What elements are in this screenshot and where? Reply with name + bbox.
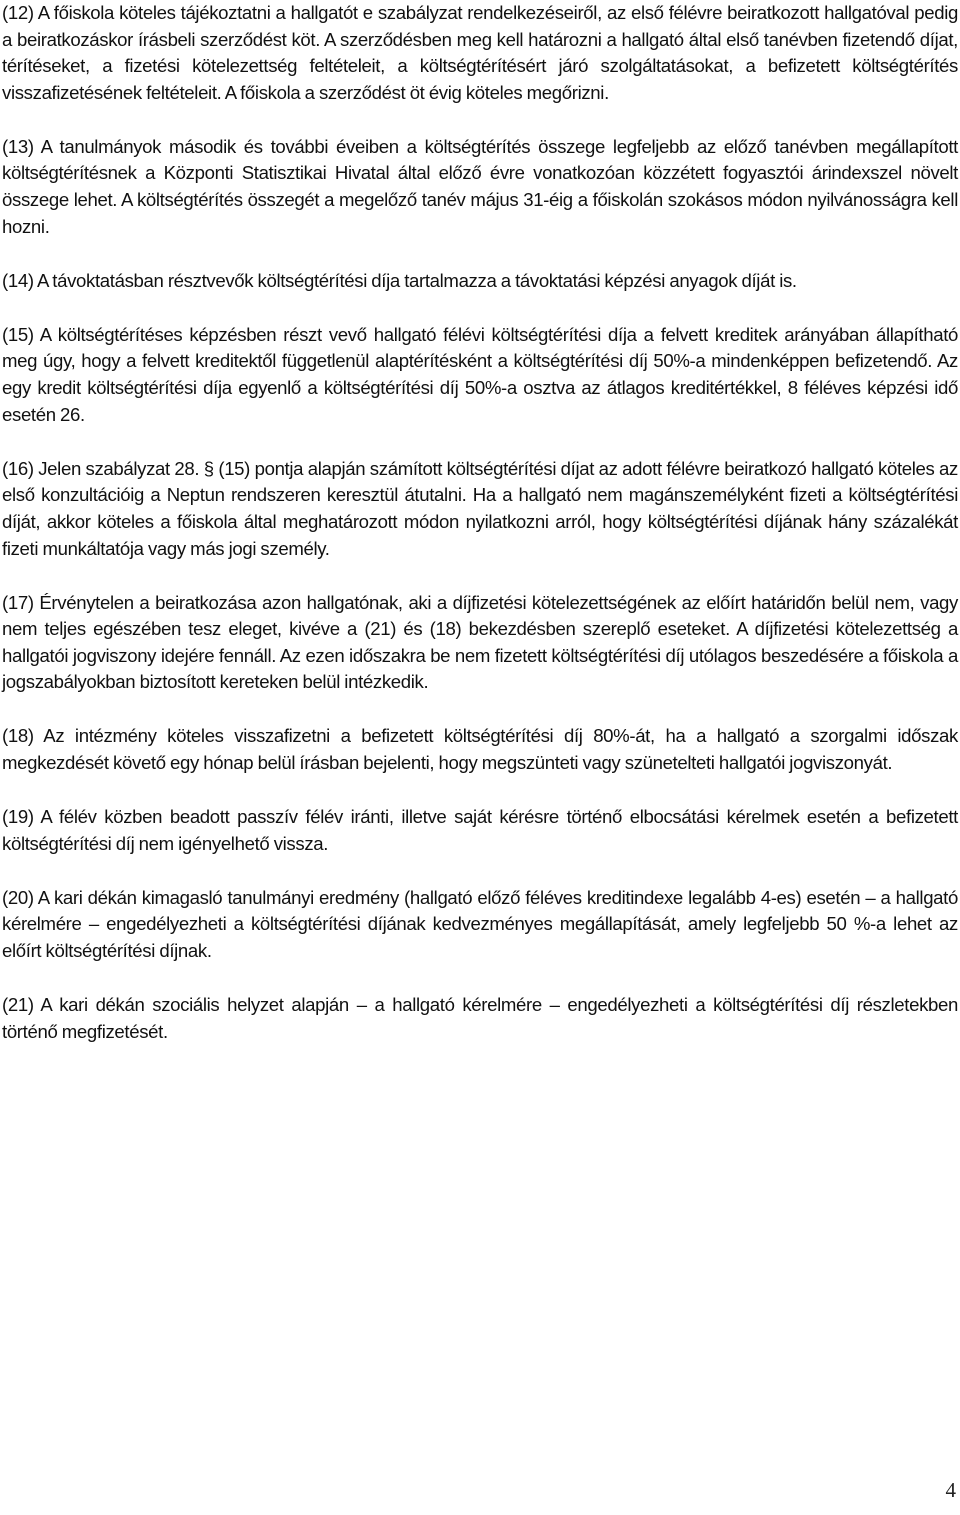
paragraph-21: (21) A kari dékán szociális helyzet alapján – a hallgató kérelmére – engedélyezheti a költségtérítési díj részletekben történő megfizetését. — [2, 994, 958, 1042]
paragraph-17: (17) Érvénytelen a beiratkozása azon hallgatónak, aki a díjfizetési kötelezettségének az előírt határidőn belül nem, vagy nem teljes egészében tesz eleget, kivéve a (21) és (18) bekezdésben szereplő eseteket. A díjfizetési kötelezettség a hallgatói jogviszony idejére fennáll. Az ezen időszakra be nem fizetett költségtérítési díj utólagos beszedésére a főiskola a jogszabályokban biztosított kereteken belül intézkedik. — [2, 591, 958, 693]
paragraph-13: (13) A tanulmányok második és további éveiben a költségtérítés összege legfeljebb az előző tanévben megállapított költségtérítésnek a Központi Statisztikai Hivatal által előző évre vonatkozóan közzétett fogyasztói árindexszel növelt összege lehet. A költségtérítés összegét a megelőző tanév május 31-éig a főiskolán szokásos módon nyilvánosságra kell hozni. — [2, 135, 958, 237]
paragraph-14: (14) A távoktatásban résztvevők költségtérítési díja tartalmazza a távoktatási képzési anyagok díját is. — [2, 269, 797, 291]
paragraph-19: (19) A félév közben beadott passzív félév iránti, illetve saját kérésre történő elbocsátási kérelmek esetén a befizetett költségtérítési díj nem igényelhető vissza. — [2, 806, 958, 854]
paragraph-20: (20) A kari dékán kimagasló tanulmányi eredmény (hallgató előző féléves kreditindexe legalább 4-es) esetén – a hallgató kérelmére – engedélyezheti a költségtérítési díjának kedvezményes megállapítását, amely legfeljebb 50 %-a lehet az előírt költségtérítési díjnak. — [2, 886, 958, 962]
paragraph-18: (18) Az intézmény köteles visszafizetni a befizetett költségtérítési díj 80%-át, ha a hallgató a szorgalmi időszak megkezdését követő egy hónap belül írásban bejelenti, hogy megszünteti vagy szünetelteti hallgatói jogviszonyát. — [2, 725, 958, 774]
paragraph-16: (16) Jelen szabályzat 28. § (15) pontja alapján számított költségtérítési díjat az adott félévre beiratkozó hallgató köteles az első konzultációig a Neptun rendszeren keresztül átutalni. Ha a hallgató nem magánszemélyként fizeti a költségtérítési díját, akkor köteles a főiskola által meghatározott módon nyilatkozni arról, hogy költségtérítési díjának hány százalékát fizeti munkáltatója vagy más jogi személy. — [2, 457, 958, 559]
page-number: 4 — [945, 1478, 956, 1502]
paragraph-15: (15) A költségtérítéses képzésben részt vevő hallgató félévi költségtérítési díja a felvett kreditek arányában állapítható meg úgy, hogy a felvett kreditektől függetlenül alaptérítésként a költségtérítési díj 50%-a mindenképpen befizetendő. Az egy kredit költségtérítési díja egyenlő a költségtérítési díj 50%-a osztva az átlagos kreditértékkel, 8 féléves képzési idő esetén 26. — [2, 323, 958, 425]
paragraph-12: (12) A főiskola köteles tájékoztatni a hallgatót e szabályzat rendelkezéseiről, az első félévre beiratkozott hallgatóval pedig a beiratkozáskor írásbeli szerződést köt. A szerződésben meg kell határozni a hallgató által első tanévben fizetendő díjat, térítéseket, a fizetési kötelezettség feltételeit, a költségtérítésért járó szolgáltatásokat, a befizetett költségtérítés visszafizetésének feltételeit. A főiskola a szerződést öt évig köteles megőrizni. — [2, 2, 958, 103]
